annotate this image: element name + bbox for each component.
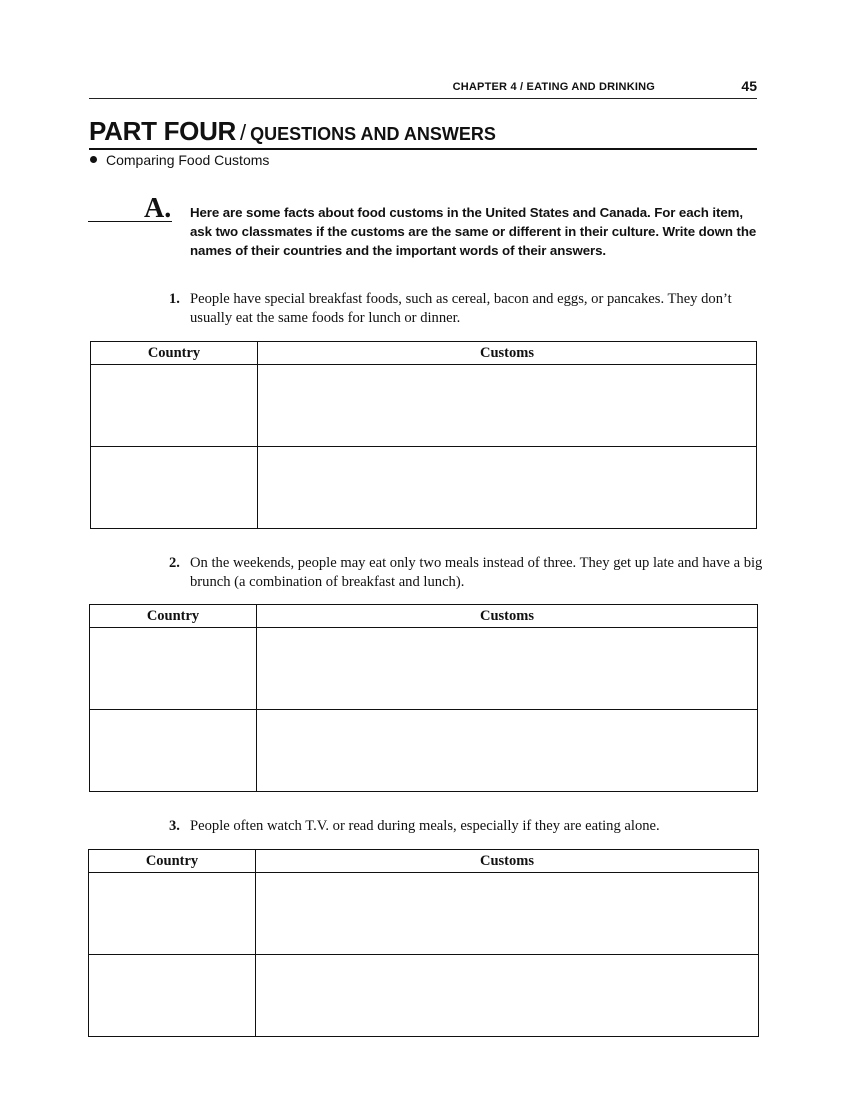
table-header-row — [90, 605, 758, 628]
bullet-icon — [90, 156, 97, 163]
column-header-country: Country — [91, 342, 258, 365]
table-row — [89, 873, 759, 955]
item-number: 2. — [169, 555, 180, 571]
customs-cell[interactable] — [256, 955, 759, 1037]
page-number: 45 — [741, 78, 757, 94]
answer-table — [89, 604, 758, 792]
customs-cell[interactable] — [256, 873, 759, 955]
country-cell[interactable] — [91, 365, 258, 447]
part-rule — [89, 148, 757, 150]
section-letter: A. — [144, 193, 172, 224]
table-header-row — [89, 850, 759, 873]
part-title-main: PART FOUR — [89, 116, 237, 146]
country-cell[interactable] — [89, 873, 256, 955]
country-cell[interactable] — [89, 955, 256, 1037]
column-header-country: Country — [89, 850, 256, 873]
column-header-customs: Customs — [257, 605, 758, 628]
section-instructions: Here are some facts about food customs in the United States and Canada. For each item, ask two classmates if the customs are the same or different in their culture. Write down the names of their countries and the important words of their answers. — [190, 205, 757, 258]
subheading-text: Comparing Food Customs — [106, 152, 270, 168]
column-header-customs: Customs — [258, 342, 757, 365]
table-row — [89, 955, 759, 1037]
part-title-sub: QUESTIONS AND ANSWERS — [250, 124, 496, 144]
table-row — [90, 628, 758, 710]
table-row — [91, 365, 757, 447]
table-header-row — [91, 342, 757, 365]
answer-table — [90, 341, 757, 529]
customs-cell[interactable] — [258, 447, 757, 529]
country-cell[interactable] — [90, 710, 257, 792]
customs-cell[interactable] — [257, 628, 758, 710]
table-row — [91, 447, 757, 529]
customs-cell[interactable] — [258, 365, 757, 447]
column-header-customs: Customs — [256, 850, 759, 873]
chapter-title: CHAPTER 4 / EATING AND DRINKING — [452, 81, 655, 93]
running-header — [89, 78, 757, 98]
answer-table — [88, 849, 759, 1037]
item-text: On the weekends, people may eat only two meals instead of three. They get up late and have a big brunch (a combination of breakfast and lunch). — [190, 555, 763, 590]
country-cell[interactable] — [91, 447, 258, 529]
item-number: 3. — [169, 818, 180, 834]
header-rule — [89, 98, 757, 99]
item-text: People often watch T.V. or read during meals, especially if they are eating alone. — [190, 818, 660, 834]
part-title — [89, 116, 496, 147]
table-row — [90, 710, 758, 792]
customs-cell[interactable] — [257, 710, 758, 792]
part-title-separator: / — [240, 120, 247, 145]
column-header-country: Country — [90, 605, 257, 628]
item-number: 1. — [169, 291, 180, 307]
item-text: People have special breakfast foods, such as cereal, bacon and eggs, or pancakes. They don’t usually eat the same foods for lunch or dinner. — [190, 291, 732, 326]
subheading — [90, 152, 269, 168]
country-cell[interactable] — [90, 628, 257, 710]
